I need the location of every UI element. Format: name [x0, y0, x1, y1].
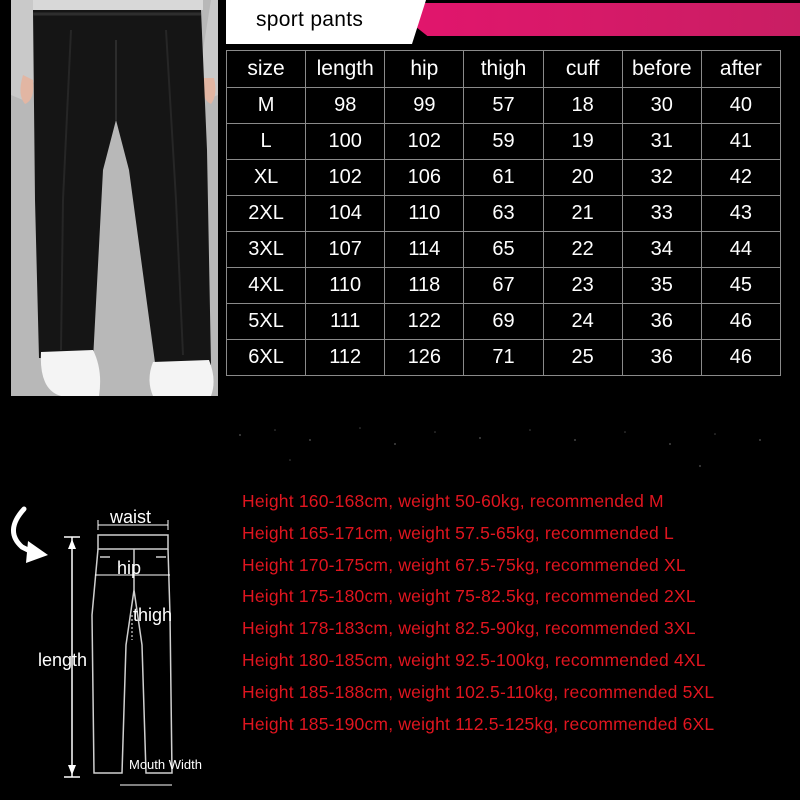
table-cell: 43 — [701, 196, 780, 232]
table-cell: 69 — [464, 304, 543, 340]
table-cell: 122 — [385, 304, 464, 340]
decorative-specks — [230, 410, 790, 480]
title-bar — [226, 0, 800, 44]
recommendation-item: Height 170-175cm, weight 67.5-75kg, recommended XL — [242, 554, 686, 575]
size-chart-table — [226, 50, 781, 376]
table-cell: 24 — [543, 304, 622, 340]
thigh-label: thigh — [133, 605, 173, 625]
table-cell: 25 — [543, 340, 622, 376]
table-cell: 35 — [622, 268, 701, 304]
column-header-cuff: cuff — [543, 51, 622, 88]
table-cell: 126 — [385, 340, 464, 376]
table-cell: 18 — [543, 88, 622, 124]
table-cell: 118 — [385, 268, 464, 304]
table-cell: 34 — [622, 232, 701, 268]
table-cell: 20 — [543, 160, 622, 196]
column-header-thigh: thigh — [464, 51, 543, 88]
table-cell: 112 — [306, 340, 385, 376]
recommendation-item: Height 185-190cm, weight 112.5-125kg, recommended 6XL — [242, 713, 715, 734]
table-cell: L — [227, 124, 306, 160]
table-cell: 4XL — [227, 268, 306, 304]
mouth-width-label: Mouth Width — [129, 757, 202, 772]
table-row — [227, 268, 781, 304]
recommendation-item: Height 165-171cm, weight 57.5-65kg, recommended L — [242, 522, 674, 543]
recommendation-item: Height 185-188cm, weight 102.5-110kg, recommended 5XL — [242, 681, 715, 702]
table-cell: XL — [227, 160, 306, 196]
table-cell: 67 — [464, 268, 543, 304]
table-cell: M — [227, 88, 306, 124]
table-cell: 99 — [385, 88, 464, 124]
table-cell: 71 — [464, 340, 543, 376]
recommendation-item: Height 160-168cm, weight 50-60kg, recommended M — [242, 491, 664, 511]
table-cell: 36 — [622, 304, 701, 340]
table-row — [227, 160, 781, 196]
table-cell: 61 — [464, 160, 543, 196]
recommendation-item: Height 178-183cm, weight 82.5-90kg, recommended 3XL — [242, 618, 696, 639]
page-title: sport pants — [256, 8, 364, 31]
table-cell: 63 — [464, 196, 543, 232]
table-cell: 46 — [701, 340, 780, 376]
table-cell: 102 — [385, 124, 464, 160]
table-cell: 40 — [701, 88, 780, 124]
table-cell: 42 — [701, 160, 780, 196]
table-cell: 104 — [306, 196, 385, 232]
table-row — [227, 304, 781, 340]
table-cell: 6XL — [227, 340, 306, 376]
table-cell: 21 — [543, 196, 622, 232]
table-cell: 36 — [622, 340, 701, 376]
table-cell: 2XL — [227, 196, 306, 232]
table-cell: 23 — [543, 268, 622, 304]
table-cell: 106 — [385, 160, 464, 196]
column-header-length: length — [306, 51, 385, 88]
table-cell: 22 — [543, 232, 622, 268]
column-header-after: after — [701, 51, 780, 88]
table-cell: 5XL — [227, 304, 306, 340]
table-cell: 111 — [306, 304, 385, 340]
table-header-row — [227, 51, 781, 88]
table-cell: 57 — [464, 88, 543, 124]
table-cell: 30 — [622, 88, 701, 124]
table-cell: 41 — [701, 124, 780, 160]
column-header-before: before — [622, 51, 701, 88]
table-cell: 45 — [701, 268, 780, 304]
table-cell: 107 — [306, 232, 385, 268]
table-cell: 98 — [306, 88, 385, 124]
hip-label: hip — [117, 558, 142, 578]
table-cell: 3XL — [227, 232, 306, 268]
waist-label: waist — [110, 507, 152, 527]
recommendation-item: Height 175-180cm, weight 75-82.5kg, recommended 2XL — [242, 586, 696, 607]
table-cell: 102 — [306, 160, 385, 196]
title-accent-stripe — [386, 3, 800, 36]
product-photo — [11, 0, 218, 396]
table-cell: 33 — [622, 196, 701, 232]
recommendation-item: Height 180-185cm, weight 92.5-100kg, recommended 4XL — [242, 649, 706, 670]
table-row — [227, 196, 781, 232]
table-row — [227, 340, 781, 376]
table-cell: 65 — [464, 232, 543, 268]
table-cell: 59 — [464, 124, 543, 160]
table-cell: 110 — [306, 268, 385, 304]
size-recommendations — [242, 491, 800, 745]
table-cell: 31 — [622, 124, 701, 160]
table-cell: 114 — [385, 232, 464, 268]
column-header-size: size — [227, 51, 306, 88]
table-cell: 46 — [701, 304, 780, 340]
table-row — [227, 124, 781, 160]
table-cell: 100 — [306, 124, 385, 160]
table-row — [227, 88, 781, 124]
table-row — [227, 232, 781, 268]
length-label: length — [38, 650, 88, 670]
table-cell: 32 — [622, 160, 701, 196]
table-cell: 44 — [701, 232, 780, 268]
table-cell: 19 — [543, 124, 622, 160]
measurement-diagram — [0, 495, 230, 800]
table-cell: 110 — [385, 196, 464, 232]
column-header-hip: hip — [385, 51, 464, 88]
